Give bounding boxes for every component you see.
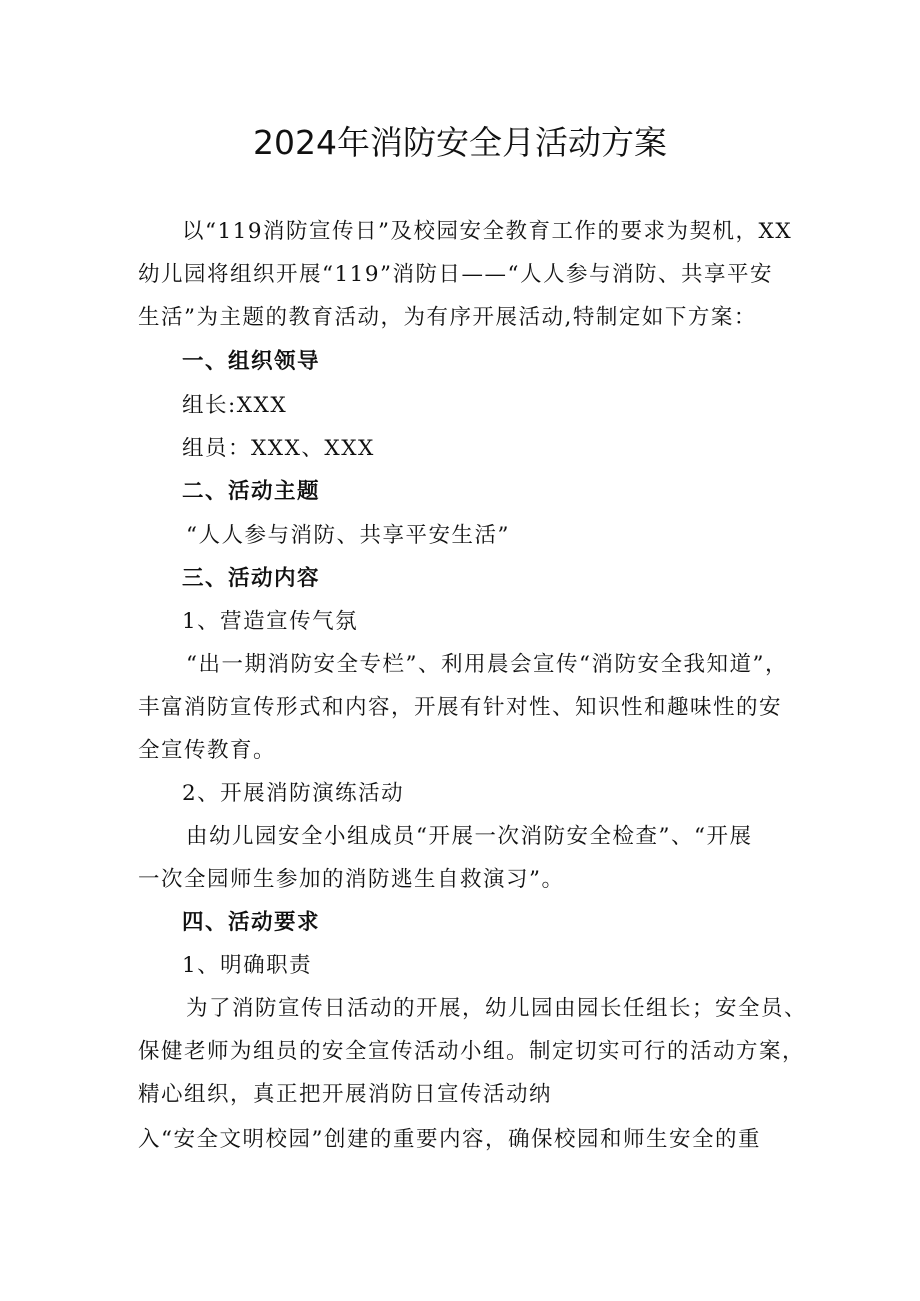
subsection-heading: 2、开展消防演练活动: [182, 781, 405, 806]
paragraph-line: 一次全园师生参加的消防逃生自救演习”。: [138, 867, 565, 892]
subsection-heading: 1、明确职责: [182, 953, 313, 978]
paragraph-line: 以“119消防宣传日”及校园安全教育工作的要求为契机，XX: [182, 219, 793, 244]
paragraph-line: 丰富消防宣传形式和内容，开展有针对性、知识性和趣味性的安: [138, 695, 783, 720]
subsection-heading: 1、营造宣传气氛: [182, 609, 359, 634]
document-title: 2024年消防安全月活动方案: [253, 123, 667, 162]
paragraph-line: 组员：XXX、XXX: [182, 436, 375, 461]
paragraph-line: 幼儿园将组织开展“119”消防日——“人人参与消防、共享平安: [138, 262, 774, 287]
section-heading-organization: 一、组织领导: [182, 349, 321, 374]
section-heading-requirements: 四、活动要求: [182, 910, 321, 935]
section-heading-theme: 二、活动主题: [182, 479, 321, 504]
paragraph-line: 生活”为主题的教育活动，为有序开展活动,特制定如下方案：: [138, 305, 757, 330]
paragraph-line: 精心组织，真正把开展消防日宣传活动纳: [138, 1082, 553, 1107]
paragraph-line: 全宣传教育。: [138, 738, 277, 763]
paragraph-line: “出一期消防安全专栏”、利用晨会宣传“消防安全我知道”，: [186, 652, 788, 677]
paragraph-line: 组长:XXX: [182, 393, 288, 418]
paragraph-line: 保健老师为组员的安全宣传活动小组。制定切实可行的活动方案，: [138, 1039, 806, 1064]
paragraph-line: 由幼儿园安全小组成员“开展一次消防安全检查”、“开展: [186, 824, 753, 849]
paragraph-line: 为了消防宣传日活动的开展，幼儿园由园长任组长；安全员、: [186, 996, 808, 1021]
paragraph-line: “人人参与消防、共享平安生活”: [186, 523, 510, 548]
paragraph-line: 入“安全文明校园”创建的重要内容，确保校园和师生安全的重: [138, 1127, 761, 1152]
section-heading-content: 三、活动内容: [182, 566, 321, 591]
